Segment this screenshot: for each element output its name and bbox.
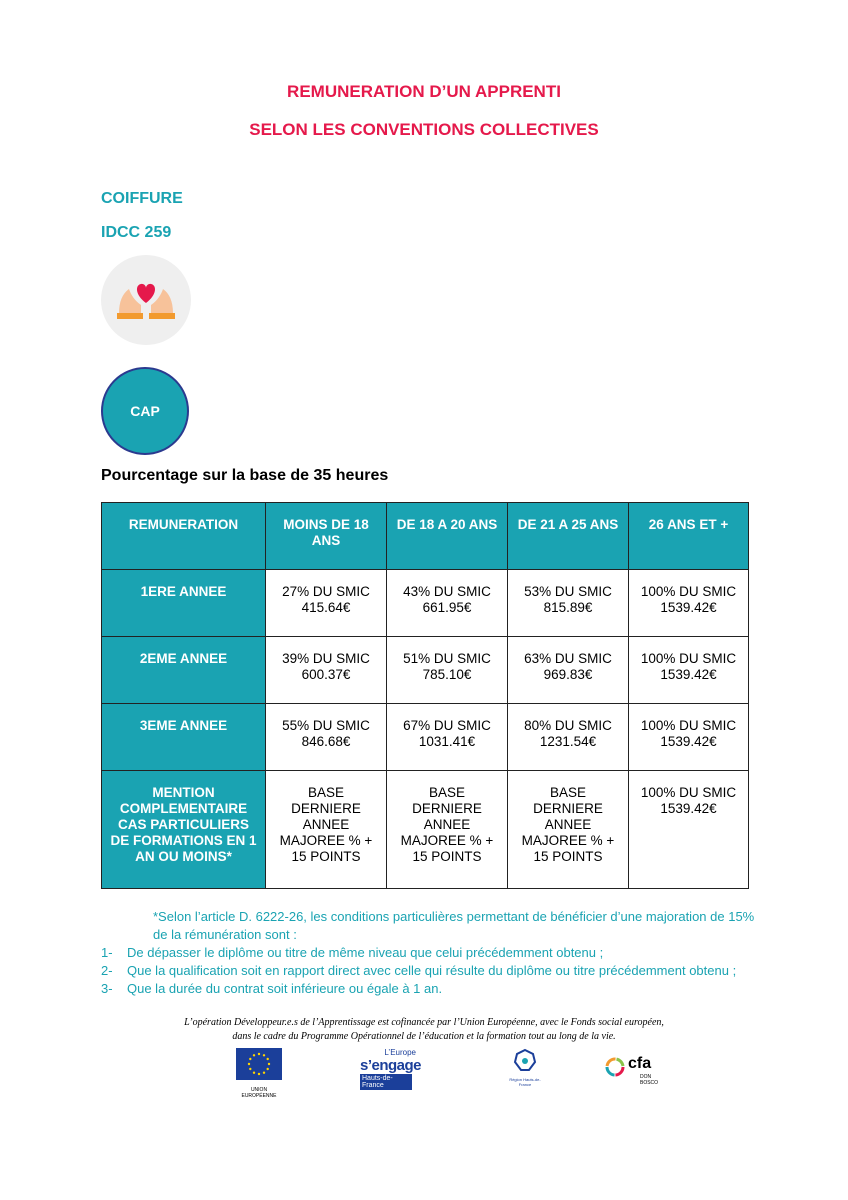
table-cell: 63% DU SMIC 969.83€ (508, 637, 629, 704)
header-under-18: MOINS DE 18 ANS (266, 503, 387, 570)
heart-in-hands-icon (101, 255, 191, 345)
table-row (102, 570, 749, 637)
table-row (102, 704, 749, 771)
eu-flag-logo (236, 1048, 282, 1099)
page-title-line2: SELON LES CONVENTIONS COLLECTIVES (249, 120, 599, 139)
partner-logos (0, 1048, 848, 1099)
eu-logo-text: UNION EUROPÉENNE (241, 1087, 277, 1099)
table-row (102, 637, 749, 704)
sector-name: COIFFURE (101, 190, 183, 207)
table-cell: BASE DERNIERE ANNEE MAJOREE % + 15 POINTS (266, 771, 387, 889)
table-cell: 27% DU SMIC 415.64€ (266, 570, 387, 637)
table-cell: 53% DU SMIC 815.89€ (508, 570, 629, 637)
table-caption: Pourcentage sur la base de 35 heures (101, 467, 389, 484)
remuneration-table (101, 502, 749, 889)
footnote-list (101, 944, 761, 998)
row-label: 3EME ANNEE (102, 704, 266, 771)
sector-idcc: IDCC 259 (101, 224, 172, 241)
header-remuneration: REMUNERATION (102, 503, 266, 570)
page-title-line1: REMUNERATION D’UN APPRENTI (287, 82, 561, 101)
row-label: 1ERE ANNEE (102, 570, 266, 637)
header-26-plus: 26 ANS ET + (629, 503, 749, 570)
table-cell: 43% DU SMIC 661.95€ (387, 570, 508, 637)
list-item: 1- De dépasser le diplôme ou titre de même niveau que celui précédemment obtenu ; (101, 945, 604, 960)
header-21-25: DE 21 A 25 ANS (508, 503, 629, 570)
cfa-logo: cfa DON BOSCO (604, 1048, 666, 1084)
table-cell: 67% DU SMIC 1031.41€ (387, 704, 508, 771)
list-item: 2- Que la qualification soit en rapport direct avec celle qui résulte du diplôme ou titre précédemment obtenu ; (101, 963, 737, 978)
table-cell: 39% DU SMIC 600.37€ (266, 637, 387, 704)
table-cell: BASE DERNIERE ANNEE MAJOREE % + 15 POINTS (508, 771, 629, 889)
table-cell: 100% DU SMIC 1539.42€ (629, 637, 749, 704)
table-cell: 51% DU SMIC 785.10€ (387, 637, 508, 704)
table-cell: 55% DU SMIC 846.68€ (266, 704, 387, 771)
footnote (101, 908, 761, 998)
footnote-intro: *Selon l’article D. 6222-26, les conditions particulières permettant de bénéficier d’une majoration de 15% de la rémunération sont : (153, 909, 755, 942)
table-cell: BASE DERNIERE ANNEE MAJOREE % + 15 POINTS (387, 771, 508, 889)
funding-note: L’opération Développeur.e.s de l’Apprentissage est cofinancée par l’Union Européenne, avec le Fonds social européen, dans le cadre du Programme Opérationnel de l’éducation et la formation tout au long de la vie. (184, 1017, 664, 1042)
table-cell: 80% DU SMIC 1231.54€ (508, 704, 629, 771)
row-label: MENTION COMPLEMENTAIRE CAS PARTICULIERS DE FORMATIONS EN 1 AN OU MOINS* (102, 771, 266, 889)
europe-engage-logo: L’Europe s’engage Hauts-de-France (360, 1048, 422, 1089)
list-item: 3- Que la durée du contrat soit inférieure ou égale à 1 an. (101, 981, 443, 996)
row-label: 2EME ANNEE (102, 637, 266, 704)
table-header-row (102, 503, 749, 570)
header-18-20: DE 18 A 20 ANS (387, 503, 508, 570)
table-row (102, 771, 749, 889)
table-cell: 100% DU SMIC 1539.42€ (629, 704, 749, 771)
region-logo: Région Hauts-de-France (505, 1048, 545, 1087)
diploma-badge: CAP (101, 367, 189, 455)
table-cell: 100% DU SMIC 1539.42€ (629, 771, 749, 889)
table-cell: 100% DU SMIC 1539.42€ (629, 570, 749, 637)
